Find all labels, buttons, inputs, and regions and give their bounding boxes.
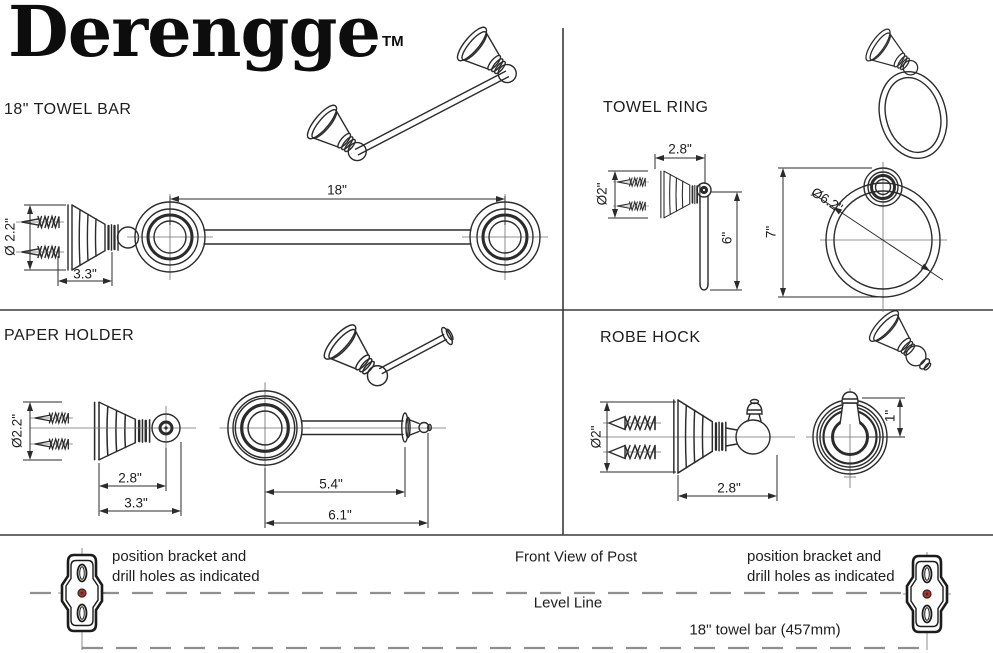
towel-ring-title: TOWEL RING bbox=[603, 99, 709, 116]
front-view-of-post-label: Front View of Post bbox=[514, 548, 638, 566]
paper-holder-front-view bbox=[219, 382, 446, 528]
brand-logo bbox=[8, 0, 404, 73]
level-line-label: Level Line bbox=[533, 594, 603, 612]
towel-bar-front-view bbox=[127, 194, 548, 280]
right-mounting-bracket bbox=[907, 556, 947, 632]
robe-hock-perspective-view bbox=[866, 307, 943, 383]
towel-bar-span-label: 18" towel bar (457mm) bbox=[689, 621, 841, 639]
towel-bar-post-depth-label: 3.3" bbox=[73, 266, 97, 282]
paper-holder-overall-length-label: 6.1" bbox=[328, 507, 352, 523]
left-bracket-note-line1: position bracket and bbox=[112, 548, 247, 565]
towel-ring-drop-label: 6" bbox=[719, 231, 735, 245]
towel-ring-perspective-view bbox=[862, 26, 956, 166]
paper-holder-roller-length-label: 5.4" bbox=[319, 476, 343, 492]
trademark-symbol: TM bbox=[381, 33, 404, 50]
towel-ring-post-diameter-label: Ø2" bbox=[594, 182, 610, 206]
paper-holder-depth-large-label: 3.3" bbox=[124, 495, 148, 511]
paper-holder-side-view bbox=[23, 402, 196, 516]
paper-holder-depth-small-label: 2.8" bbox=[118, 470, 142, 486]
robe-hock-knob-height-label: 1" bbox=[882, 409, 898, 423]
robe-hock-depth-label: 2.8" bbox=[717, 480, 741, 496]
paper-holder-title: PAPER HOLDER bbox=[4, 327, 135, 344]
robe-hock-title: ROBE HOCK bbox=[600, 329, 701, 346]
towel-ring-side-view bbox=[608, 154, 742, 290]
right-bracket-note-line2: drill holes as indicated bbox=[747, 568, 895, 585]
robe-hock-side-view bbox=[600, 400, 795, 502]
robe-hock-front-view bbox=[806, 388, 905, 488]
towel-ring-front-view bbox=[778, 162, 947, 312]
paper-holder-post-diameter-label: Ø2.2" bbox=[9, 413, 25, 449]
brand-logo-text: Derengge bbox=[8, 0, 380, 73]
towel-bar-length-label: 18" bbox=[327, 182, 347, 198]
paper-holder-perspective-view bbox=[320, 321, 456, 399]
towel-ring-diameter-label: Ø6.2" bbox=[808, 184, 846, 216]
left-mounting-bracket bbox=[62, 555, 102, 631]
right-bracket-note-line1: position bracket and bbox=[747, 548, 882, 565]
left-bracket-note-line2: drill holes as indicated bbox=[112, 568, 260, 585]
towel-ring-height-label: 7" bbox=[763, 225, 779, 239]
towel-bar-title: 18" TOWEL BAR bbox=[4, 101, 132, 118]
towel-ring-post-width-label: 2.8" bbox=[668, 141, 692, 157]
robe-hock-post-diameter-label: Ø2" bbox=[588, 425, 604, 449]
towel-bar-post-diameter-label: Ø 2.2" bbox=[2, 218, 18, 256]
